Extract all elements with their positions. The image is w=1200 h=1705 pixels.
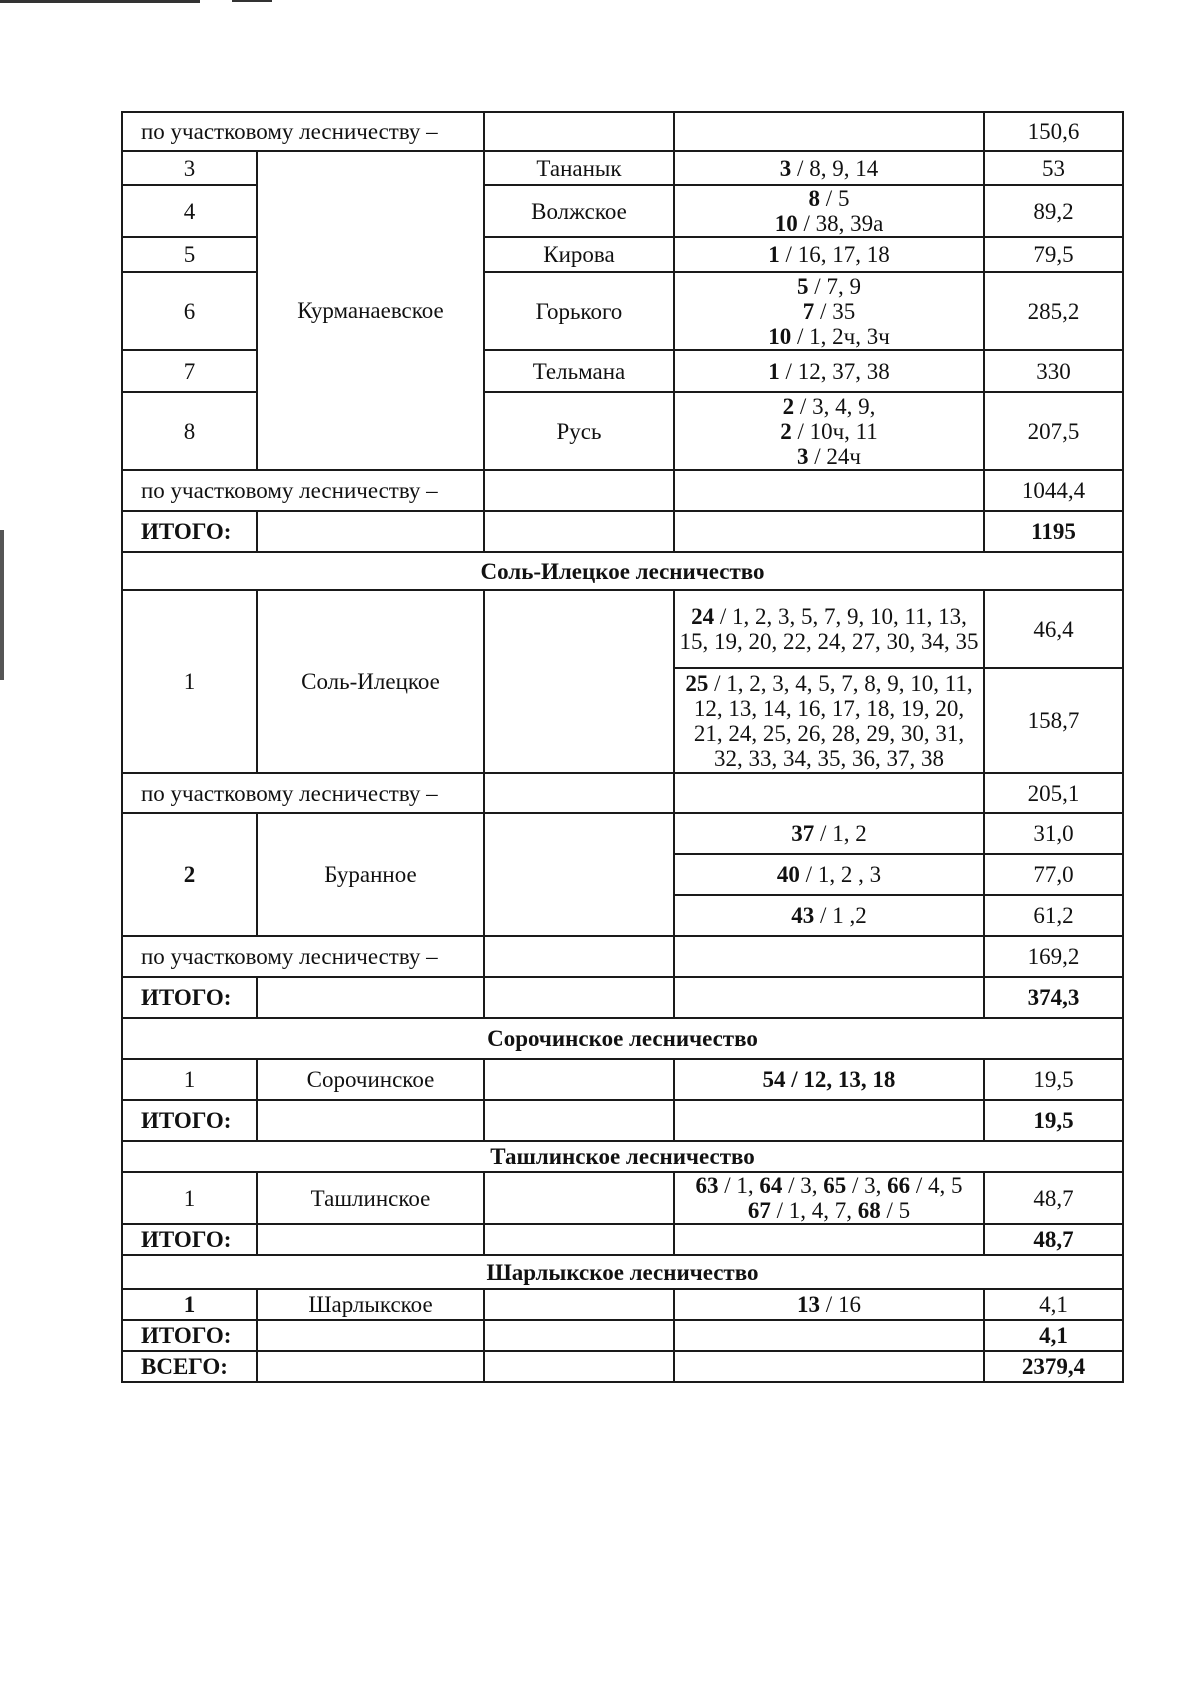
district-name: Курманаевское: [257, 151, 484, 470]
quarter-cell: 2 / 3, 4, 9, 2 / 10ч, 11 3 / 24ч: [674, 392, 984, 470]
area-value: 79,5: [984, 237, 1123, 272]
row-number: 7: [122, 350, 257, 392]
district-name: Шарлыкское: [257, 1289, 484, 1320]
quarter-cell: 24 / 1, 2, 3, 5, 7, 9, 10, 11, 13, 15, 19, 20, 22, 24, 27, 30, 34, 35: [674, 590, 984, 668]
subtotal-row: [122, 773, 1123, 813]
quarter-cell: 40 / 1, 2 , 3: [674, 854, 984, 895]
district-name: Сорочинское: [257, 1059, 484, 1100]
quarter-cell: 1 / 12, 37, 38: [674, 350, 984, 392]
district-name: Буранное: [257, 813, 484, 936]
section-title: Шарлыкское лесничество: [122, 1255, 1123, 1289]
grand-total-label: ВСЕГО:: [122, 1351, 257, 1382]
section-title: Сорочинское лесничество: [122, 1018, 1123, 1059]
section-header-row: [122, 1255, 1123, 1289]
quarter-cell: 54 / 12, 13, 18: [674, 1059, 984, 1100]
area-value: 46,4: [984, 590, 1123, 668]
scan-mark: [0, 0, 200, 3]
quarter-cell: 3 / 8, 9, 14: [674, 151, 984, 185]
place-name: Тананык: [484, 151, 674, 185]
subtotal-value: 205,1: [984, 773, 1123, 813]
subtotal-value: 150,6: [984, 112, 1123, 151]
scan-mark: [232, 0, 272, 2]
quarter-cell: 8 / 5 10 / 38, 39а: [674, 185, 984, 237]
subtotal-row: [122, 112, 1123, 151]
row-number: 1: [122, 1172, 257, 1224]
area-value: 158,7: [984, 668, 1123, 773]
quarter-cell: 25 / 1, 2, 3, 4, 5, 7, 8, 9, 10, 11, 12, 13, 14, 16, 17, 18, 19, 20, 21, 24, 25, 26, 28, 29, 30, 31, 32, 33, 34, 35, 36, 37, 38: [674, 668, 984, 773]
table-row: [122, 1172, 1123, 1224]
district-name: Соль-Илецкое: [257, 590, 484, 773]
subtotal-row: [122, 936, 1123, 977]
itogo-label: ИТОГО:: [122, 511, 257, 552]
subtotal-label: по участковому лесничеству –: [122, 470, 484, 511]
area-value: 4,1: [984, 1289, 1123, 1320]
table-row: [122, 1289, 1123, 1320]
quarter-cell: 5 / 7, 9 7 / 35 10 / 1, 2ч, 3ч: [674, 272, 984, 350]
itogo-label: ИТОГО:: [122, 1320, 257, 1351]
row-number: 1: [122, 1289, 257, 1320]
subtotal-label: по участковому лесничеству –: [122, 936, 484, 977]
itogo-row: [122, 1320, 1123, 1351]
quarter-cell: 43 / 1 ,2: [674, 895, 984, 936]
place-name: Горького: [484, 272, 674, 350]
row-number: 1: [122, 590, 257, 773]
itogo-value: 374,3: [984, 977, 1123, 1018]
area-value: 207,5: [984, 392, 1123, 470]
itogo-value: 48,7: [984, 1224, 1123, 1255]
itogo-row: [122, 1224, 1123, 1255]
subtotal-row: [122, 470, 1123, 511]
section-header-row: [122, 1018, 1123, 1059]
itogo-row: [122, 1100, 1123, 1141]
table-row: [122, 590, 1123, 668]
itogo-row: [122, 511, 1123, 552]
grand-total-row: [122, 1351, 1123, 1382]
area-value: 89,2: [984, 185, 1123, 237]
section-header-row: [122, 552, 1123, 590]
area-value: 48,7: [984, 1172, 1123, 1224]
itogo-value: 1195: [984, 511, 1123, 552]
itogo-value: 4,1: [984, 1320, 1123, 1351]
quarter-cell: 1 / 16, 17, 18: [674, 237, 984, 272]
row-number: 4: [122, 185, 257, 237]
section-header-row: [122, 1141, 1123, 1172]
row-number: 2: [122, 813, 257, 936]
subtotal-value: 169,2: [984, 936, 1123, 977]
area-value: 77,0: [984, 854, 1123, 895]
itogo-value: 19,5: [984, 1100, 1123, 1141]
itogo-label: ИТОГО:: [122, 977, 257, 1018]
scan-mark: [0, 530, 4, 680]
quarter-cell: 13 / 16: [674, 1289, 984, 1320]
row-number: 1: [122, 1059, 257, 1100]
subtotal-value: 1044,4: [984, 470, 1123, 511]
grand-total-value: 2379,4: [984, 1351, 1123, 1382]
row-number: 5: [122, 237, 257, 272]
quarter-cell: 37 / 1, 2: [674, 813, 984, 854]
subtotal-label: по участковому лесничеству –: [122, 773, 484, 813]
section-title: Соль-Илецкое лесничество: [122, 552, 1123, 590]
section-title: Ташлинское лесничество: [122, 1141, 1123, 1172]
place-name: Тельмана: [484, 350, 674, 392]
itogo-label: ИТОГО:: [122, 1224, 257, 1255]
area-value: 53: [984, 151, 1123, 185]
place-name: Русь: [484, 392, 674, 470]
subtotal-label: по участковому лесничеству –: [122, 112, 484, 151]
table-row: [122, 1059, 1123, 1100]
area-value: 285,2: [984, 272, 1123, 350]
area-value: 19,5: [984, 1059, 1123, 1100]
table-row: [122, 151, 1123, 185]
row-number: 8: [122, 392, 257, 470]
district-name: Ташлинское: [257, 1172, 484, 1224]
forest-areas-table: [121, 111, 1124, 1383]
quarter-cell: 63 / 1, 64 / 3, 65 / 3, 66 / 4, 5 67 / 1, 4, 7, 68 / 5: [674, 1172, 984, 1224]
area-value: 31,0: [984, 813, 1123, 854]
place-name: Кирова: [484, 237, 674, 272]
place-name: Волжское: [484, 185, 674, 237]
area-value: 330: [984, 350, 1123, 392]
table-row: [122, 813, 1123, 854]
itogo-row: [122, 977, 1123, 1018]
area-value: 61,2: [984, 895, 1123, 936]
itogo-label: ИТОГО:: [122, 1100, 257, 1141]
row-number: 3: [122, 151, 257, 185]
row-number: 6: [122, 272, 257, 350]
